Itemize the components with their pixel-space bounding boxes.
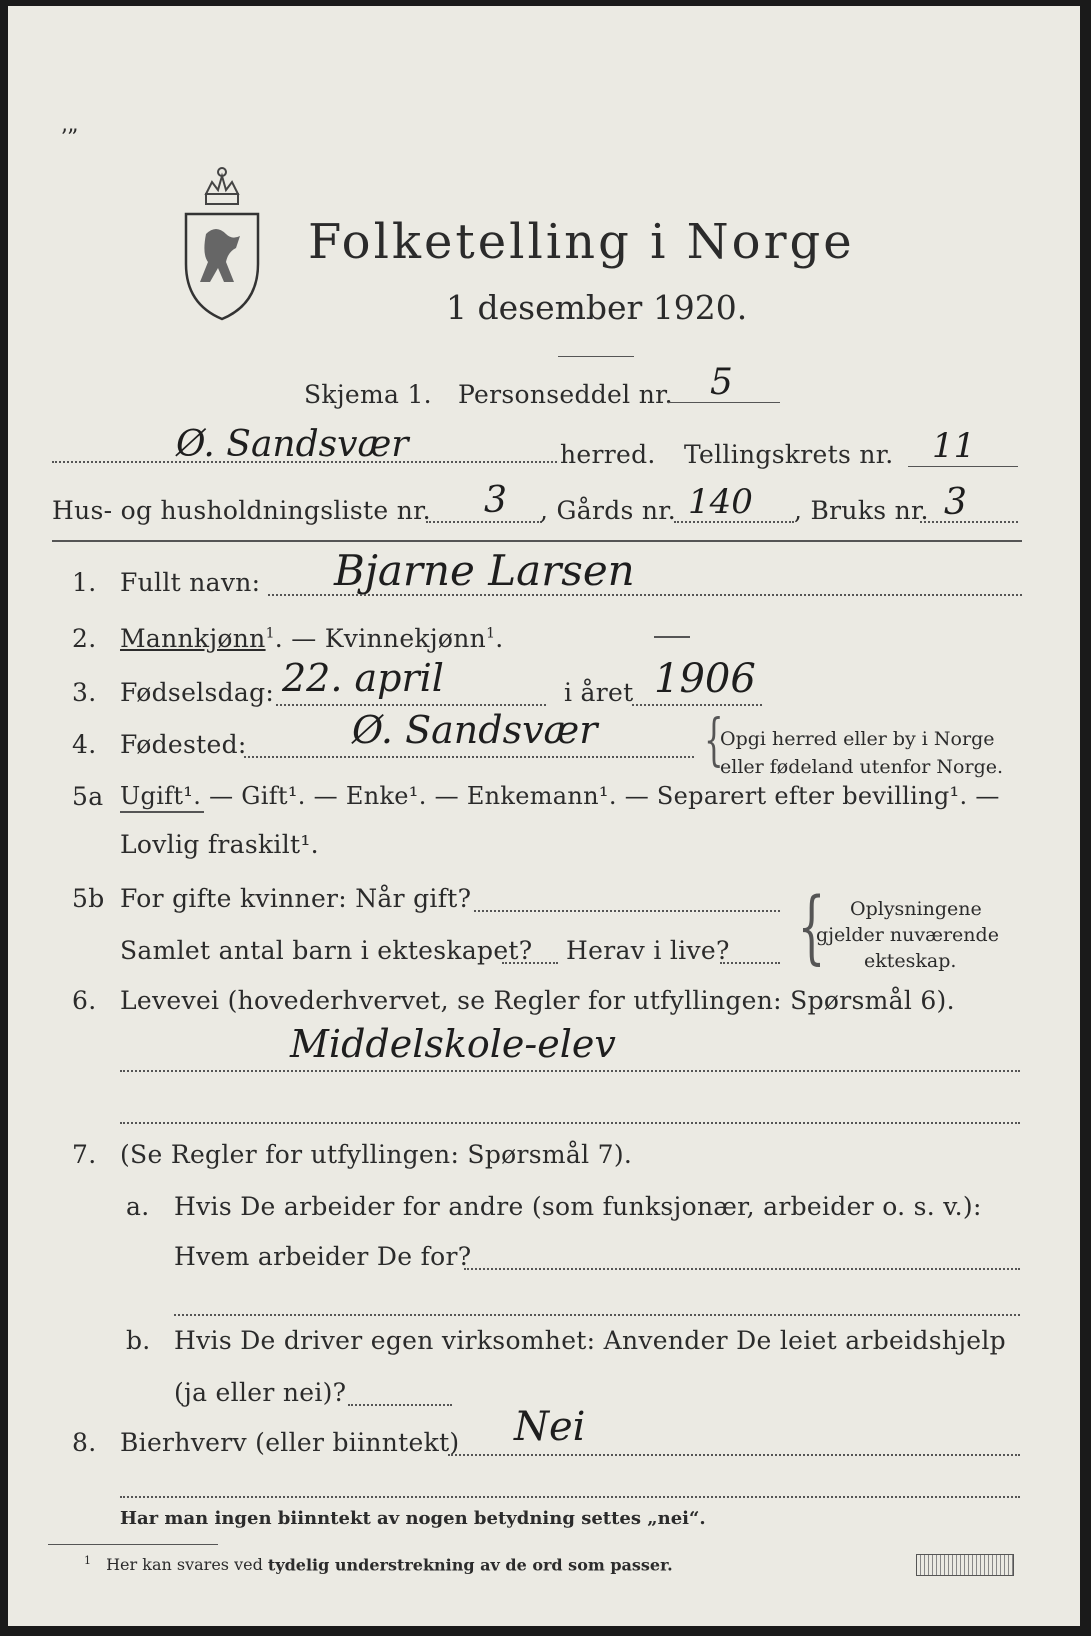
q3-number: 3. xyxy=(72,678,97,707)
gards-label: , Gårds nr. xyxy=(540,496,677,525)
q5b-children-label: Samlet antal barn i ekteskapet? xyxy=(120,936,533,965)
q7-number: 7. xyxy=(72,1140,97,1169)
q2-number: 2. xyxy=(72,624,97,653)
q4-brace: { xyxy=(704,708,724,773)
q5b-brace: { xyxy=(797,880,826,973)
corner-mark: ʼ” xyxy=(60,126,79,151)
q6-occupation-value: Middelskole-elev xyxy=(290,1022,616,1066)
hus-value: 3 xyxy=(484,480,507,521)
q5b-children-dots xyxy=(502,962,558,964)
title-rule xyxy=(558,356,634,357)
q5a-options-line1: Ugift¹. — Gift¹. — Enke¹. — Enkemann¹. — Separert efter bevilling¹. — xyxy=(120,782,1000,810)
form-title: Folketelling i Norge xyxy=(308,214,855,270)
q2-sup-1: 1 xyxy=(265,625,275,642)
q8-line2 xyxy=(120,1496,1020,1498)
q7a-line2: Hvem arbeider De for? xyxy=(174,1242,472,1271)
q1-fullname-value: Bjarne Larsen xyxy=(334,546,635,595)
q4-note-line1: Opgi herred eller by i Norge xyxy=(720,728,995,750)
tellingskrets-line xyxy=(908,466,1018,467)
q3-year-value: 1906 xyxy=(654,656,756,702)
personseddel-line xyxy=(668,402,780,403)
form-date: 1 desember 1920. xyxy=(446,288,748,327)
schema-label: Skjema 1. xyxy=(304,380,432,409)
bruks-label: , Bruks nr. xyxy=(794,496,929,525)
q2-female-option: Kvinnekjønn xyxy=(324,624,487,653)
q1-number: 1. xyxy=(72,568,97,597)
q8-line1 xyxy=(448,1454,1020,1456)
q2-end: . xyxy=(495,624,504,653)
q7b-line1: Hvis De driver egen virksomhet: Anvender De leiet arbeidshjelp xyxy=(174,1326,1006,1355)
q5b-alive-dots xyxy=(720,962,780,964)
q1-label: Fullt navn: xyxy=(120,568,261,597)
q7a-line1: Hvis De arbeider for andre (som funksjonær, arbeider o. s. v.): xyxy=(174,1192,982,1221)
q7a-letter: a. xyxy=(126,1192,150,1221)
q3-label: Fødselsdag: xyxy=(120,678,275,707)
q8-number: 8. xyxy=(72,1428,97,1457)
q5a-options-line2: Lovlig fraskilt¹. xyxy=(120,830,319,859)
tellingskrets-value: 11 xyxy=(932,426,976,466)
q8-value: Nei xyxy=(514,1404,586,1450)
hus-line xyxy=(426,521,542,523)
q7a-line2-dots xyxy=(464,1268,1020,1270)
footer-note: Har man ingen biinntekt av nogen betydning settes „nei“. xyxy=(120,1508,706,1529)
q5a-number: 5a xyxy=(72,782,104,811)
q5b-note-line3: ekteskap. xyxy=(864,950,957,972)
q5b-line1-dots xyxy=(474,910,780,912)
census-form xyxy=(8,6,1080,1626)
q7a-line3-dots xyxy=(174,1314,1020,1316)
footnote xyxy=(84,1554,673,1574)
q4-number: 4. xyxy=(72,730,97,759)
q3-birthday-value: 22. april xyxy=(282,656,444,700)
q8-label: Bierhverv (eller biinntekt) xyxy=(120,1428,460,1457)
header-divider xyxy=(52,540,1022,542)
footnote-bold: tydelig understrekning av de ord som passer. xyxy=(267,1555,673,1575)
q2-male-option: Mannkjønn xyxy=(120,624,266,653)
personseddel-value: 5 xyxy=(710,362,734,403)
q3-year-line xyxy=(632,704,762,706)
q2-handwritten-dash xyxy=(654,636,690,638)
q7b-letter: b. xyxy=(126,1326,151,1355)
q5b-alive-label: Herav i live? xyxy=(566,936,730,965)
norwegian-coat-of-arms-icon xyxy=(176,164,268,324)
q7b-line2: (ja eller nei)? xyxy=(174,1378,347,1407)
bruks-line xyxy=(920,521,1018,523)
q5a-ugift-underline xyxy=(120,811,204,813)
q6-line2 xyxy=(120,1122,1020,1124)
herred-line xyxy=(52,461,557,463)
q3-year-label: i året xyxy=(564,678,634,707)
q4-birthplace-value: Ø. Sandsvær xyxy=(352,708,598,752)
footnote-number: 1 xyxy=(84,1554,91,1567)
q1-line xyxy=(268,594,1022,596)
q7b-line2-dots xyxy=(348,1404,452,1406)
q2-sex xyxy=(120,624,504,653)
q5b-note-line2: gjelder nuværende xyxy=(816,924,999,946)
q5b-note-line1: Oplysningene xyxy=(850,898,982,920)
footnote-plain: Her kan svares ved xyxy=(106,1555,263,1575)
footnote-rule xyxy=(48,1544,218,1545)
q2-sup-2: 1 xyxy=(486,625,496,642)
q4-label: Fødested: xyxy=(120,730,247,759)
q4-note-line2: eller fødeland utenfor Norge. xyxy=(720,756,1004,778)
herred-value: Ø. Sandsvær xyxy=(176,424,409,465)
gards-value: 140 xyxy=(688,482,753,522)
tellingskrets-label: Tellingskrets nr. xyxy=(684,440,894,469)
gards-line xyxy=(674,521,794,523)
q7-label: (Se Regler for utfyllingen: Spørsmål 7). xyxy=(120,1140,633,1169)
personseddel-label: Personseddel nr. xyxy=(458,380,673,409)
hus-label: Hus- og husholdningsliste nr. xyxy=(52,496,431,525)
q6-label: Levevei (hovederhvervet, se Regler for utfyllingen: Spørsmål 6). xyxy=(120,986,955,1015)
q4-line xyxy=(244,756,694,758)
q5b-number: 5b xyxy=(72,884,105,913)
q6-number: 6. xyxy=(72,986,97,1015)
herred-label: herred. xyxy=(560,440,656,469)
bruks-value: 3 xyxy=(944,482,967,523)
printer-stamp-icon xyxy=(916,1554,1014,1576)
q2-separator: . — xyxy=(274,624,325,653)
q3-line xyxy=(276,704,546,706)
q6-line1 xyxy=(120,1070,1020,1072)
q5b-line1: For gifte kvinner: Når gift? xyxy=(120,884,472,913)
